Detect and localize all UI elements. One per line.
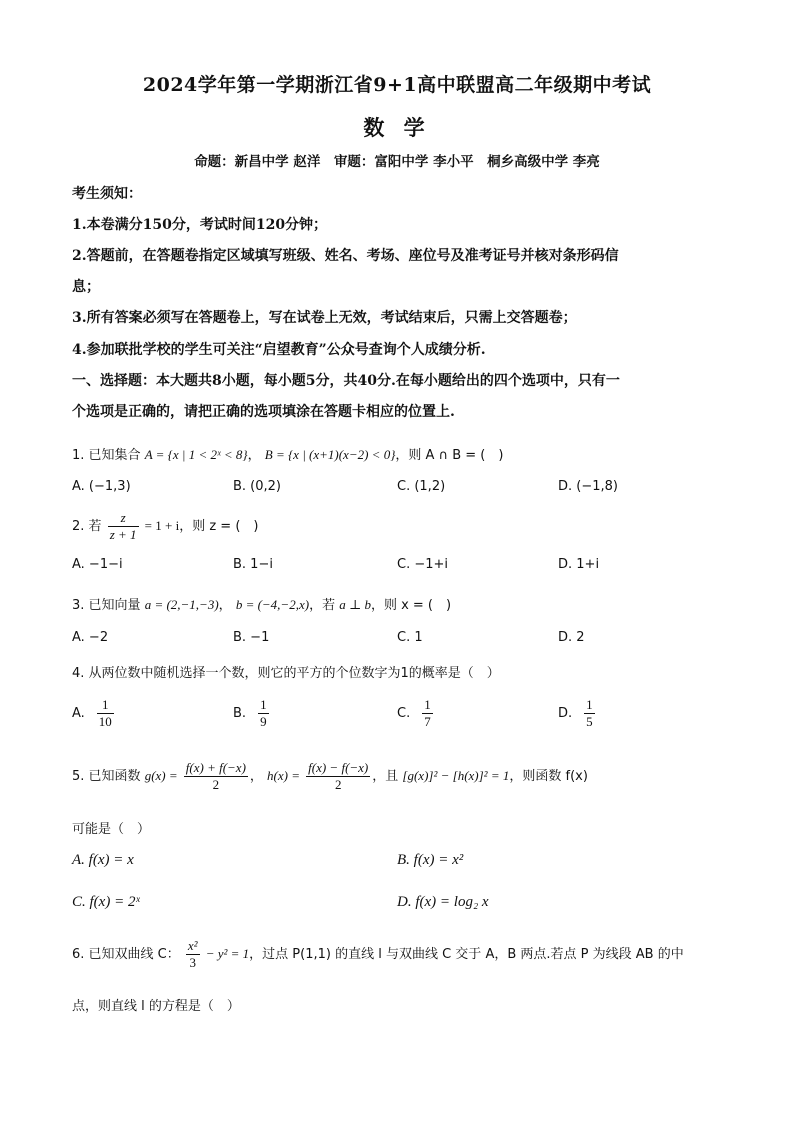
q2-prefix: 2. 若 (72, 519, 102, 534)
section-heading-line2: 个选项是正确的，请把正确的选项填涂在答题卡相应的位置上. (72, 404, 455, 420)
q6-numerator: x² (187, 938, 198, 953)
q1-set-b: B = {x | (x+1)(x−2) < 0} (264, 447, 396, 462)
question-6 (72, 938, 684, 971)
q2-option-d: D. 1+i (558, 557, 600, 572)
q3-option-c: C. 1 (397, 630, 423, 645)
q2-option-b: B. 1−i (233, 557, 273, 572)
q4-option-c (397, 697, 435, 730)
notice-item-3: 3.所有答案必须写在答题卷上，写在试卷上无效，考试结束后，只需上交答题卷； (72, 310, 577, 326)
q1-set-a: A = {x | 1 < 2ˣ < 8} (144, 447, 248, 462)
q3-mid: ，若 (309, 598, 336, 613)
q4-option-b-fraction (258, 697, 269, 730)
q3-vector-b: b = (−4,−2,x) (235, 597, 310, 612)
q5-option-d: D. f(x) = log₂ x (397, 894, 489, 910)
q4-option-a (72, 697, 116, 730)
q6-denominator: 3 (186, 954, 200, 971)
q5-h-lhs: h(x) = (267, 768, 300, 783)
question-2 (72, 510, 258, 543)
question-3: 3. 已知向量 a = (2,−1,−3)， b = (−4,−2,x)，若 a ⊥ b，则 x = ( ) (72, 597, 452, 613)
q4-option-b-label: B. (233, 706, 247, 721)
q4-option-b-den: 9 (260, 714, 267, 729)
q3-option-d: D. 2 (558, 630, 585, 645)
q1-option-a: A. (−1,3) (72, 479, 131, 494)
q2-suffix: ，则 z = ( ) (179, 519, 259, 534)
notice-heading: 考生须知： (72, 186, 142, 202)
q4-option-a-fraction (97, 697, 114, 730)
q4-option-c-fraction (422, 697, 433, 730)
q4-option-a-label: A. (72, 706, 85, 721)
q5-condition: [g(x)]² − [h(x)]² = 1 (402, 768, 510, 783)
q4-option-c-label: C. (397, 706, 411, 721)
q6-fraction (186, 938, 200, 971)
q3-prefix: 3. 已知向量 (72, 598, 141, 613)
q3-option-b: B. −1 (233, 630, 270, 645)
q3-vector-a: a = (2,−1,−3) (144, 597, 219, 612)
q2-option-a: A. −1−i (72, 557, 123, 572)
q5-g-num: f(x) + f(−x) (185, 760, 246, 775)
q5-option-c: C. f(x) = 2ˣ (72, 894, 140, 910)
q4-option-c-den: 7 (424, 714, 431, 729)
q2-denominator: z + 1 (109, 527, 137, 542)
q1-option-b: B. (0,2) (233, 479, 282, 494)
q4-option-d-fraction (584, 697, 595, 730)
question-4: 4. 从两位数中随机选择一个数，则它的平方的个位数字为1的概率是（ ） (72, 666, 500, 681)
q5-h-fraction (306, 760, 370, 793)
q4-option-b (233, 697, 271, 730)
q2-numerator: z (120, 510, 126, 525)
q5-option-b: B. f(x) = x² (397, 852, 464, 868)
q5-mid: ，且 (372, 769, 399, 784)
q5-g-lhs: g(x) = (144, 768, 178, 783)
q2-fraction (108, 510, 139, 543)
q1-prefix: 1. 已知集合 (72, 448, 141, 463)
q5-h-den: 2 (306, 776, 370, 793)
q4-option-a-den: 10 (98, 714, 112, 729)
notice-item-4: 4.参加联批学校的学生可关注“启望教育”公众号查询个人成绩分析. (72, 342, 486, 358)
q5-suffix: ，则函数 f(x) (509, 769, 588, 784)
q5-h-num: f(x) − f(−x) (308, 760, 369, 775)
q1-option-c: C. (1,2) (397, 479, 446, 494)
question-1: 1. 已知集合 A = {x | 1 < 2ˣ < 8}， B = {x | (x+1)(x−2) < 0}，则 A ∩ B = ( ) (72, 447, 504, 463)
authors-line: 命题：新昌中学 赵洋 审题：富阳中学 李小平 桐乡高级中学 李亮 (194, 154, 600, 170)
question-5: 5. 已知函数 g(x) = $\frac{f(x) + f(-x)}{2}$ ， h(x) = $\frac{f(x) - f(-x)}{2}$ ，且 [g(x)]² − [h(x)]² = 1，则函数 f(x) (72, 760, 588, 792)
q4-option-d-num: 1 (586, 697, 593, 712)
q4-option-d-label: D. (558, 706, 573, 721)
q4-option-b-num: 1 (260, 697, 267, 712)
q6-suffix: ，过点 P(1,1) 的直线 l 与双曲线 C 交于 A，B 两点.若点 P 为线段 AB 的中 (249, 947, 684, 962)
exam-title: 2024学年第一学期浙江省9+1高中联盟高二年级期中考试 (142, 74, 652, 96)
q6-rhs: − y² = 1 (205, 946, 250, 961)
q3-suffix: ，则 x = ( ) (370, 598, 452, 613)
q4-option-a-num: 1 (102, 697, 109, 712)
q3-condition: a ⊥ b (339, 597, 371, 612)
q4-option-d-den: 5 (586, 714, 593, 729)
notice-item-2: 2.答题前，在答题卷指定区域填写班级、姓名、考场、座位号及准考证号并核对条形码信 (72, 248, 619, 264)
notice-item-1: 1.本卷满分150分，考试时间120分钟； (72, 217, 328, 233)
q4-option-d (558, 697, 597, 730)
q2-option-c: C. −1+i (397, 557, 449, 572)
subject-title: 数 学 (363, 115, 431, 140)
q6-prefix: 6. 已知双曲线 C： (72, 947, 180, 962)
q1-suffix: ，则 A ∩ B = ( ) (395, 448, 504, 463)
section-heading-line1: 一、选择题：本大题共8小题，每小题5分，共40分.在每小题给出的四个选项中，只有一 (72, 373, 620, 389)
q3-option-a: A. −2 (72, 630, 109, 645)
q5-g-den: 2 (184, 776, 248, 793)
q2-rhs: = 1 + i (144, 518, 180, 533)
notice-item-2-cont: 息； (72, 279, 100, 295)
q5-g-fraction (184, 760, 248, 793)
q4-option-c-num: 1 (424, 697, 431, 712)
q5-option-a: A. f(x) = x (72, 852, 134, 868)
q5-line2: 可能是（ ） (72, 822, 151, 837)
q5-prefix: 5. 已知函数 (72, 769, 141, 784)
q1-option-d: D. (−1,8) (558, 479, 618, 494)
q6-line2: 点，则直线 l 的方程是（ ） (72, 999, 240, 1014)
